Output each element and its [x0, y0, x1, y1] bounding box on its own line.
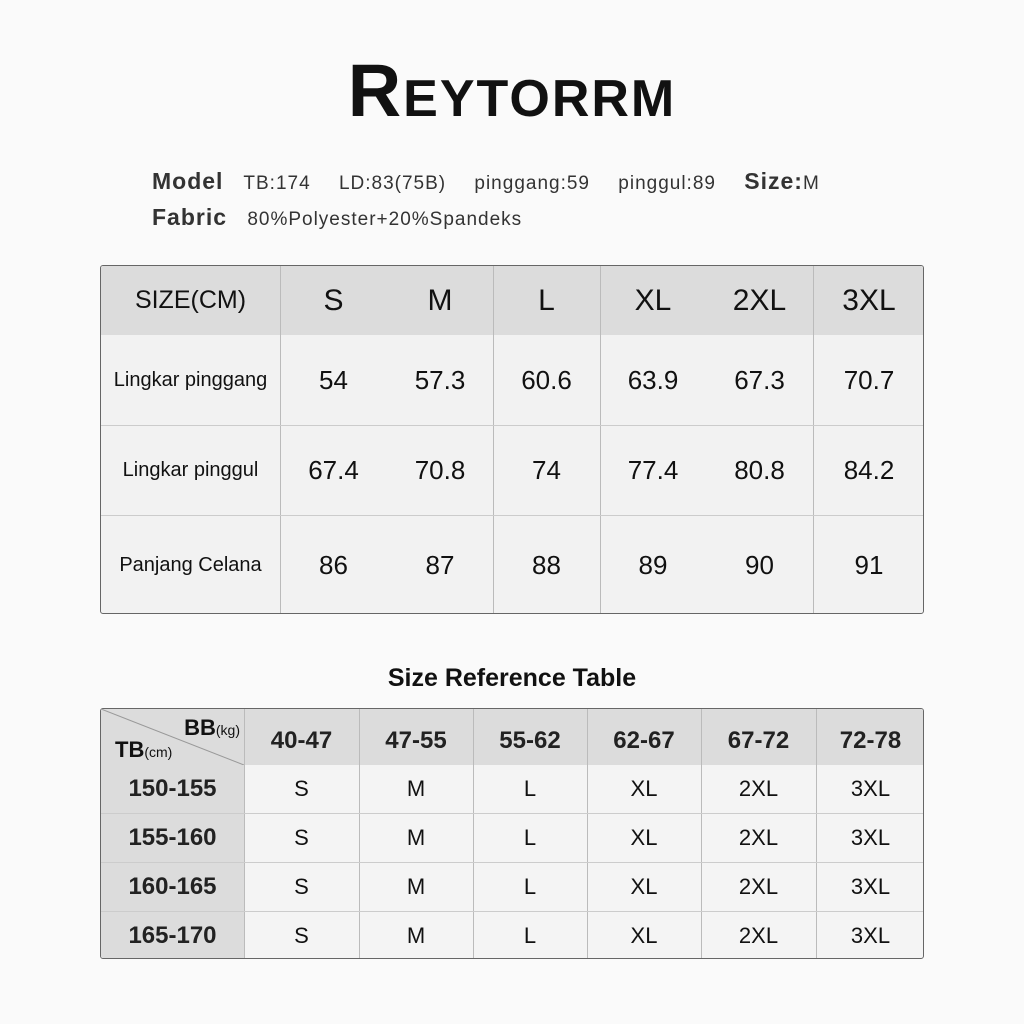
size-value-cell: 60.6	[521, 364, 572, 395]
reference-size-cell: L	[523, 776, 537, 801]
reference-size-cell: XL	[630, 824, 658, 850]
size-value-cell: 88	[532, 549, 561, 580]
size-value-cell: 54	[319, 364, 348, 395]
size-row-label: Lingkar pinggang	[113, 368, 268, 391]
reference-size-cell: XL	[630, 776, 658, 801]
bb-label: BB	[184, 715, 216, 740]
corner-cell	[101, 709, 244, 765]
size-row-label: Lingkar pinggul	[122, 458, 259, 481]
reference-size-cell: XL	[630, 873, 658, 899]
tb-label: TB	[115, 737, 145, 762]
reference-size-cell: S	[294, 776, 309, 801]
model-size-label: Size:	[744, 168, 803, 194]
weight-header-cell: 47-55	[385, 727, 447, 754]
tb-unit: (cm)	[144, 744, 173, 760]
model-label: Model	[152, 168, 224, 194]
size-header-cell: L	[538, 283, 555, 317]
reference-size-cell: 2XL	[738, 824, 779, 850]
size-header-cell: 2XL	[732, 283, 787, 317]
size-header-cell: M	[427, 283, 453, 317]
weight-header-cell: 55-62	[499, 727, 561, 754]
reference-size-cell: 3XL	[850, 776, 891, 801]
size-value-cell: 70.7	[843, 364, 895, 395]
model-pinggang: pinggang:59	[474, 173, 590, 194]
size-header-cell: 3XL	[842, 283, 896, 317]
size-value-cell: 67.4	[308, 454, 359, 485]
model-ld: LD:83(75B)	[338, 173, 447, 194]
reference-size-cell: S	[294, 873, 309, 899]
reference-size-cell: XL	[630, 922, 658, 948]
reference-size-cell: M	[406, 873, 426, 899]
reference-size-cell: 2XL	[738, 776, 779, 801]
weight-header-cell: 67-72	[727, 727, 790, 754]
size-row-label: Panjang Celana	[119, 553, 262, 576]
reference-table-title: Size Reference Table	[387, 664, 637, 692]
reference-size-cell: L	[523, 873, 537, 899]
size-header-cell: S	[323, 283, 344, 317]
height-row-label: 160-165	[128, 872, 217, 900]
model-pinggul: pinggul:89	[618, 173, 716, 194]
reference-size-cell: M	[406, 776, 426, 801]
reference-size-cell: S	[294, 824, 309, 850]
reference-size-cell: 2XL	[738, 922, 779, 948]
size-value-cell: 74	[532, 454, 561, 485]
size-value-cell: 77.4	[627, 454, 679, 485]
fabric-label: Fabric	[152, 204, 228, 230]
model-size-value: M	[802, 173, 820, 194]
reference-size-cell: S	[294, 922, 309, 948]
size-value-cell: 87	[425, 549, 455, 580]
fabric-value: 80%Polyester+20%Spandeks	[247, 209, 523, 230]
size-value-cell: 91	[854, 549, 884, 580]
model-tb: TB:174	[243, 173, 311, 194]
reference-size-cell: 3XL	[850, 922, 891, 948]
size-value-cell: 57.3	[414, 364, 466, 395]
height-row-label: 150-155	[128, 775, 217, 802]
size-value-cell: 89	[638, 549, 668, 580]
size-value-cell: 80.8	[734, 454, 785, 485]
weight-header-cell: 40-47	[270, 727, 333, 754]
reference-size-cell: L	[523, 922, 537, 948]
size-value-cell: 67.3	[734, 364, 785, 395]
size-value-cell: 63.9	[627, 364, 679, 395]
size-table	[100, 265, 924, 614]
reference-size-cell: 3XL	[850, 873, 891, 899]
size-header-cell: XL	[634, 283, 672, 317]
model-info	[152, 168, 842, 195]
reference-size-cell: M	[406, 922, 426, 948]
fabric-info	[152, 204, 544, 231]
size-value-cell: 90	[745, 549, 774, 580]
size-value-cell: 86	[319, 549, 348, 580]
height-row-label: 165-170	[128, 921, 217, 949]
size-header-cell: SIZE(CM)	[134, 286, 247, 314]
size-value-cell: 70.8	[414, 454, 466, 485]
reference-size-cell: 2XL	[738, 873, 779, 899]
bb-unit: (kg)	[215, 722, 240, 738]
reference-size-cell: M	[406, 824, 426, 850]
reference-table	[100, 708, 924, 959]
brand-logo: Reytorrm	[347, 49, 677, 132]
reference-size-cell: 3XL	[850, 824, 891, 850]
weight-header-cell: 72-78	[839, 727, 902, 754]
size-value-cell: 84.2	[843, 454, 895, 485]
weight-header-cell: 62-67	[613, 727, 675, 754]
reference-size-cell: L	[523, 824, 537, 850]
height-row-label: 155-160	[128, 823, 217, 851]
